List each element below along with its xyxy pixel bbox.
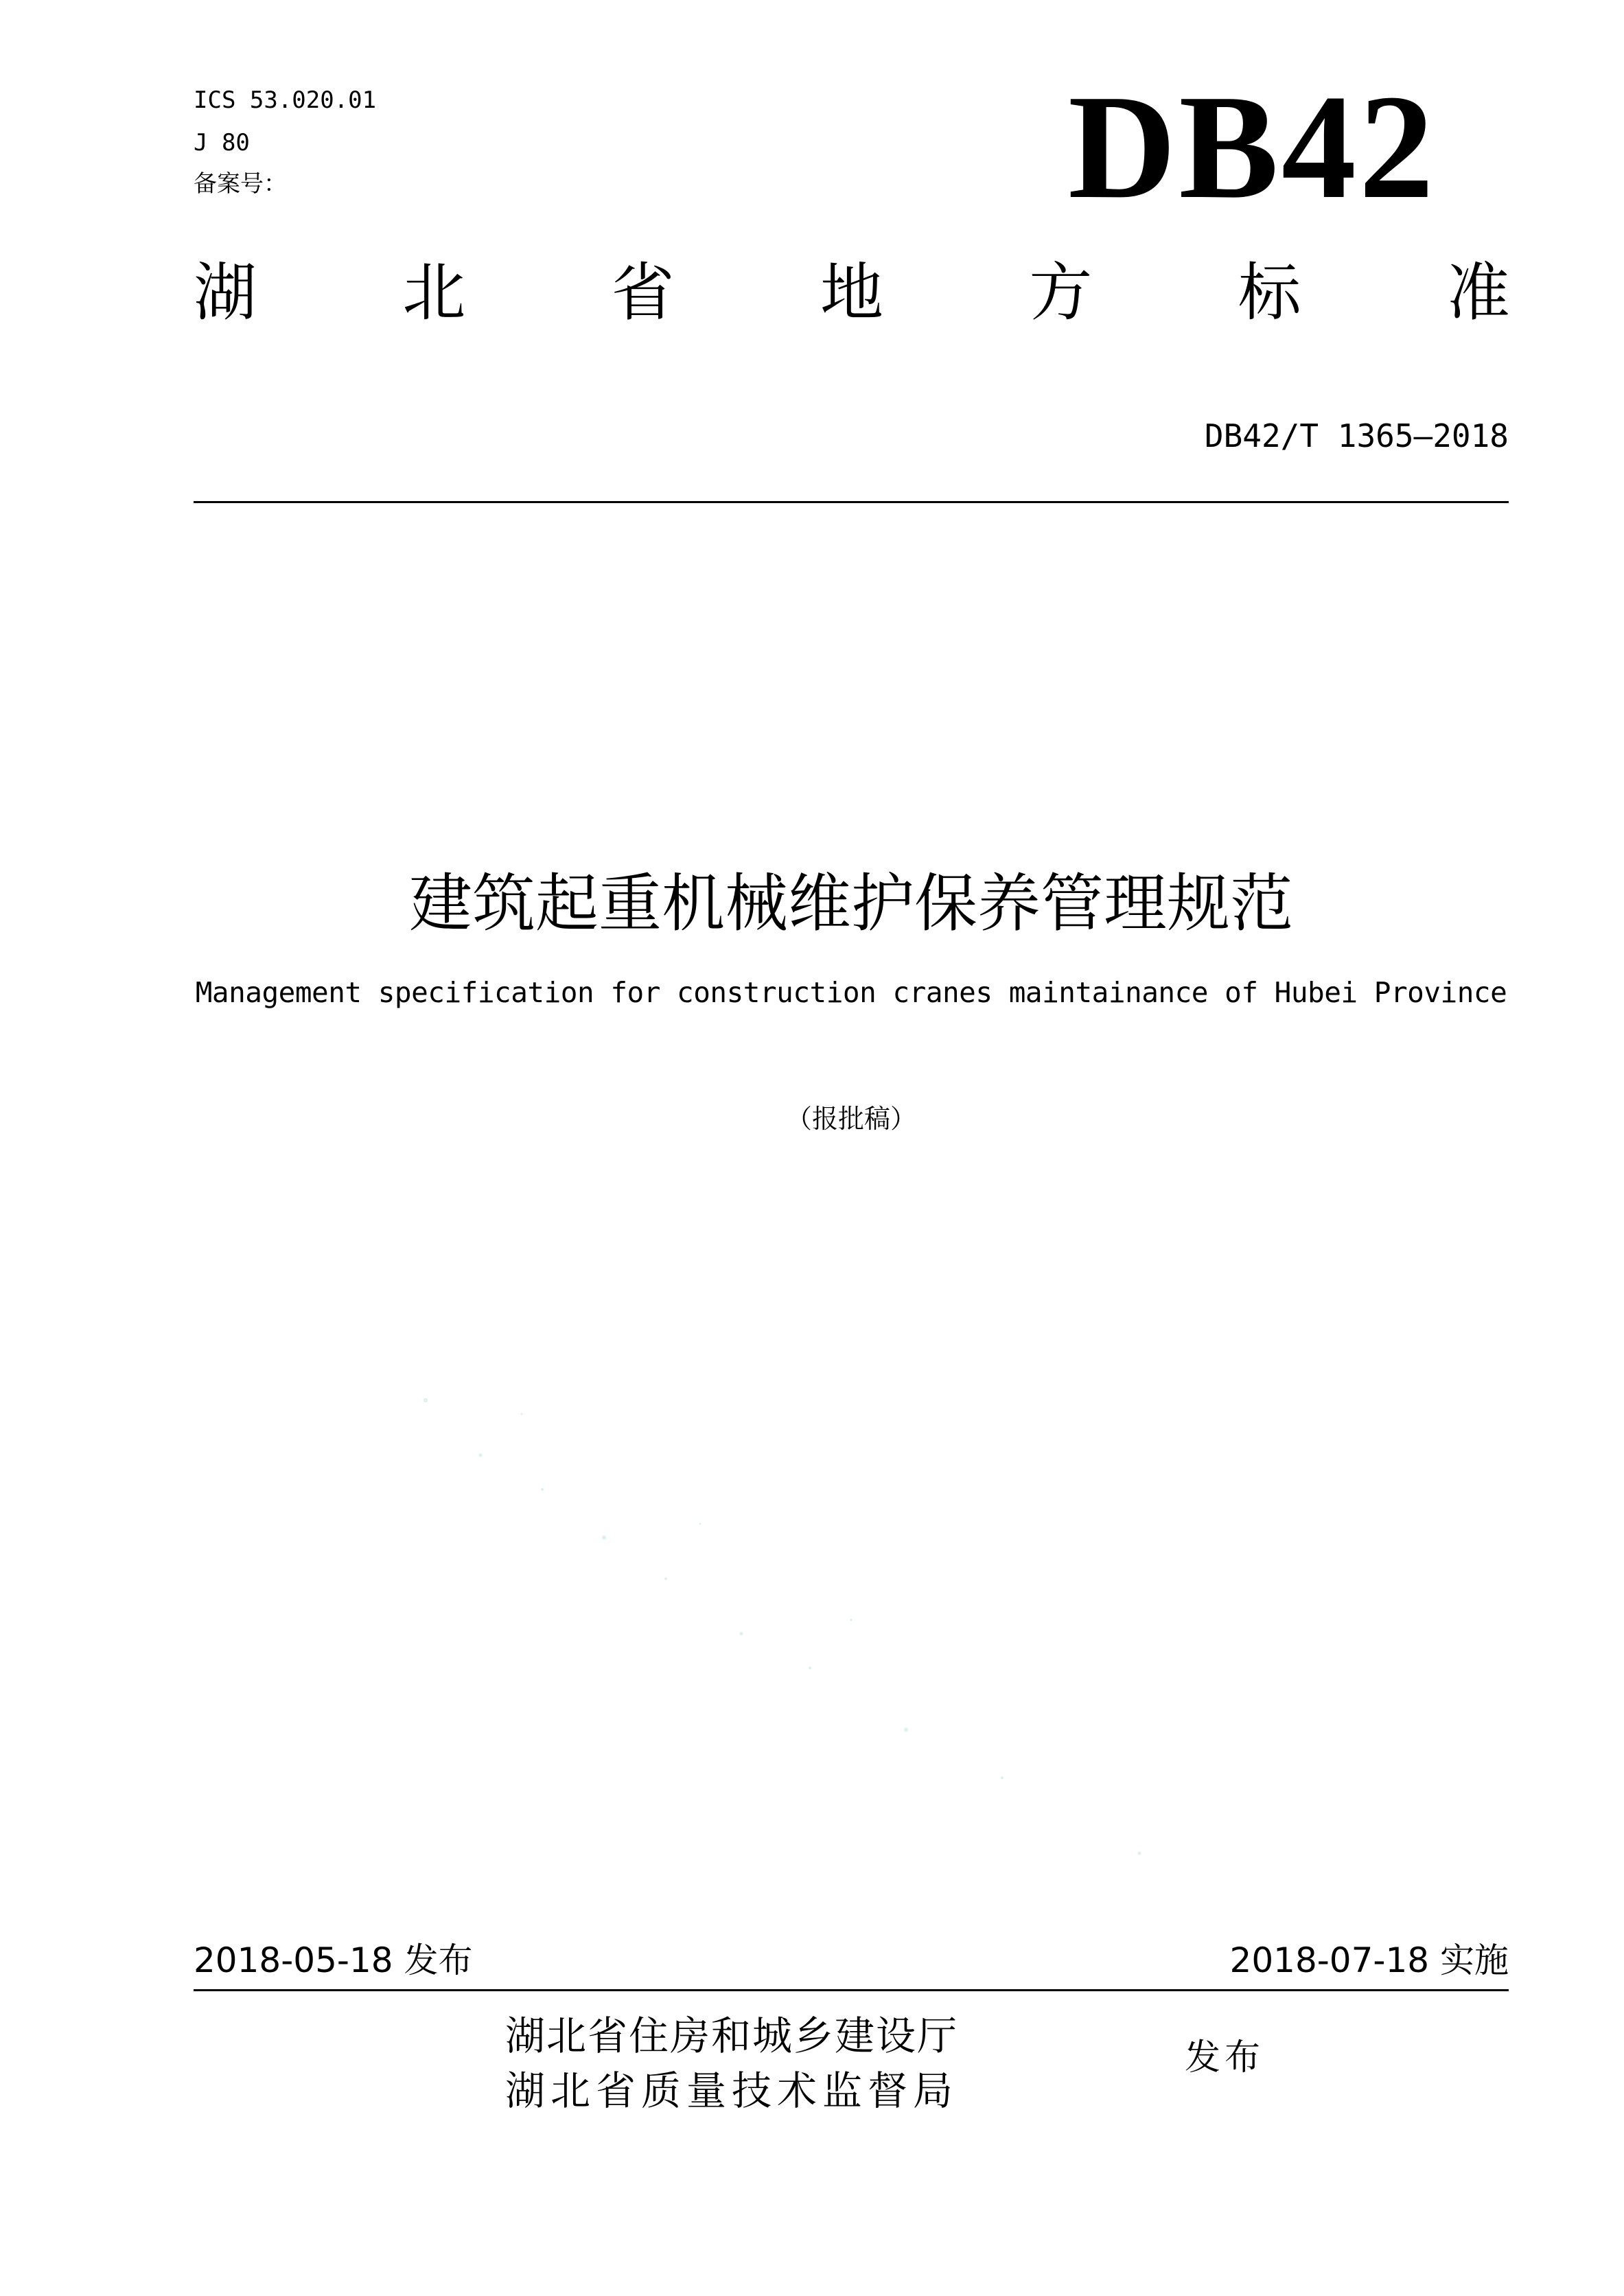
top-divider	[194, 501, 1509, 503]
standard-type-char: 标	[1238, 256, 1301, 329]
scan-artifact-specks	[384, 1373, 1277, 1922]
issue-label: 发布	[1185, 2037, 1265, 2078]
standard-type-char: 方	[1029, 256, 1093, 329]
title-english: Management specification for construction cranes maintainance of Hubei Province	[195, 976, 1507, 1009]
standard-type-char: 湖	[194, 256, 257, 329]
classification-code: J 80	[194, 129, 250, 156]
issuer-quality-bureau: 湖北省质量技术监督局	[505, 2067, 959, 2114]
standard-type-heading	[194, 255, 1510, 331]
record-number-label: 备案号：	[194, 170, 287, 198]
db42-logo: DB42	[1068, 65, 1437, 230]
implementation-date: 2018-07-18 实施	[1229, 1940, 1509, 1980]
standard-type-char: 地	[820, 256, 883, 329]
title-chinese: 建筑起重机械维护保养管理规范	[408, 867, 1293, 940]
bottom-divider	[194, 1989, 1509, 1991]
ics-code: ICS 53.020.01	[194, 86, 377, 114]
issuer-housing-department: 湖北省住房和城乡建设厅	[505, 2013, 959, 2059]
draft-stage-label: （报批稿）	[785, 1104, 916, 1134]
standard-number: DB42/T 1365—2018	[1204, 417, 1509, 454]
standard-type-char: 省	[611, 256, 675, 329]
standard-type-char: 准	[1446, 256, 1510, 329]
standard-type-char: 北	[402, 256, 466, 329]
issue-date: 2018-05-18 发布	[194, 1940, 473, 1980]
